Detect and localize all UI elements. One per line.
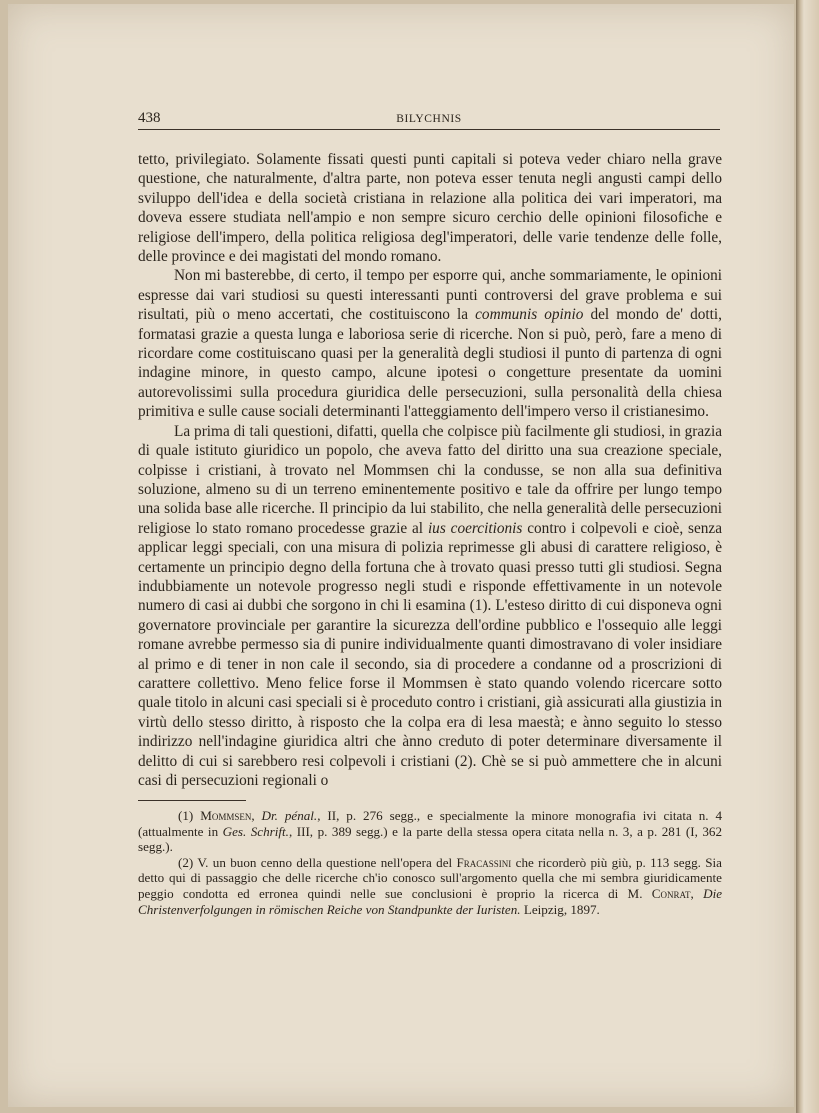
paragraph-2: Non mi basterebbe, di certo, il tempo per esporre qui, anche sommariamente, le opinioni espresse dai vari studiosi su questi interessanti punti controversi del grave problema e sui risultati, più o meno accertati, che costituiscono la communis opinio del mondo de' dotti, formatasi grazie a questa lunga e laboriosa serie di ricerche. Non si può, però, fare a meno di ricordare come costituiscano quasi per la generalità degli studiosi il punto di partenza di ogni indagine minore, in questo campo, alcune ipotesi o congetture presentate da uomini autorevolissimi sulla procedura giuridica delle persecuzioni, sulla personalità della chiesa primitiva e sulle cause sociali determinanti l'atteggiamento dell'impero verso il cristianesimo.: [138, 267, 722, 421]
author-name: Conrat: [651, 885, 691, 901]
paragraph-3: La prima di tali questioni, difatti, quella che colpisce più facilmente gli studiosi, in grazia di quale istituto giuridico un popolo, che aveva fatto del diritto una sua creazione speciale, colpisse i cristiani, à trovato nel Mommsen chi la condusse, se non alla sua definitiva soluzione, almeno su di un terreno eminentemente positivo e tale da offrire per lungo tempo una solida base alle ricerche. Il principio da lui stabilito, che nella generalità delle persecuzioni religiose lo stato romano procedesse grazie al ius coercitionis contro i colpevoli e cioè, senza applicar leggi speciali, con una misura di polizia reprimesse gli abusi di carattere religioso, è certamente un principio degno della fortuna che à trovato quasi presso tutti gli studiosi. Segna indubbiamente un notevole progresso negli studi e risponde effettivamente in un notevole numero di casi ai dubbi che sorgono in chi li esamina (1). L'esteso diritto di cui disponeva ogni governatore provinciale per garantire la sicurezza dell'ordine pubblico e l'ossequio alle leggi romane avrebbe permesso sia di punire individualmente quanti dimostravano di voler insidiare al primo e di tener in non cale il secondo, sia di procedere a condanne od a proscrizioni di carattere collettivo. Meno felice forse il Mommsen è stato quando volendo ricercare sotto quale titolo in alcuni casi speciali si è proceduto contro i cristiani, già assicurati alla giustizia in virtù dello stesso diritto, à risposto che la colpa era di lesa maestà; e ànno seguito lo stesso indirizzo nell'indagine giuridica altri che ànno creduto di poter determinare diversamente il delitto di cui si sarebbero resi colpevoli i cristiani (2). Chè se si può ammettere che in alcuni casi di persecuzioni regionali o: [138, 422, 723, 789]
footnote-1: (1) Mommsen, Dr. pénal., II, p. 276 segg., e specialmente la minore monografia ivi citata n. 4 (attualmente in Ges. Schrift., III, p. 389 segg.) e la parte della stessa opera citata nella n. 3, a p. 281 (I, 362 segg.).: [138, 808, 723, 855]
italic-phrase: ius coercitionis: [427, 519, 523, 537]
running-title: BILYCHNIS: [396, 113, 462, 125]
author-name: Mommsen: [200, 808, 252, 823]
body-text: [138, 150, 722, 790]
italic-phrase: communis opinio: [475, 306, 584, 324]
page-number: 438: [138, 110, 161, 126]
footnotes: [138, 808, 722, 917]
paragraph-1: tetto, privilegiato. Solamente fissati questi punti capitali si poteva veder chiaro nella grave questione, che naturalmente, d'altra parte, non poteva esser tenuta negli angusti campi dello sviluppo dell'idea e della società cristiana in relazione alla politica dei vari imperatori, ma doveva essere studiata nell'ampio e non sempre sicuro cerchio delle opinioni filosofiche e religiose dell'impero, della politica religiosa degl'imperatori, delle varie tendenze delle folle, delle province e dei magistati del mondo romano.: [138, 151, 722, 266]
page-edge: [796, 0, 819, 1113]
footnote-2: (2) V. un buon cenno della questione nell'opera del Fracassini che ricorderò più giù, p. 113 segg. Sia detto qui di passaggio che delle ricerche ch'io conosco sull'argomento quella che mi sembra giuridicamente peggio condotta ed erronea quindi nelle sue conclusioni è proprio la ricerca di M. Conrat, Die Christenverfolgungen in römischen Reiche von Standpunkte der Iuristen. Leipzig, 1897.: [138, 854, 723, 917]
author-name: Fracassini: [456, 854, 512, 870]
header-rule: [138, 129, 720, 130]
footnote-rule: [138, 800, 246, 801]
